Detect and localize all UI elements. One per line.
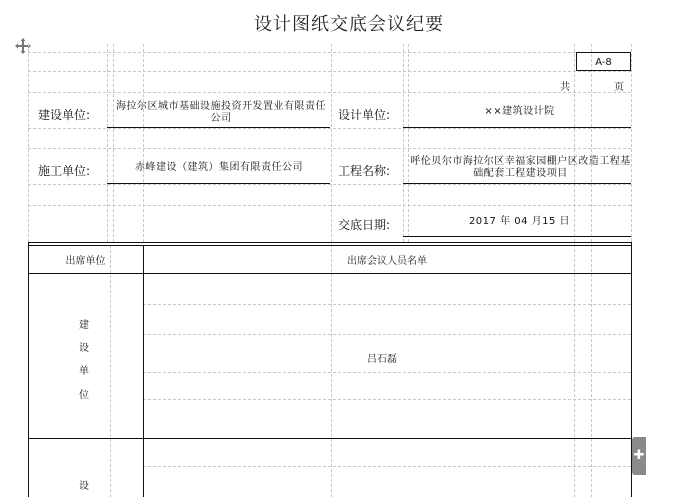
attendance-unit-char: 建 — [79, 320, 89, 331]
project-name-label: 工程名称: — [338, 164, 391, 178]
attendance-unit-header: 出席单位 — [65, 256, 106, 267]
attendee-names[interactable]: 吕石磊 — [367, 354, 397, 365]
construction-unit-label: 施工单位: — [38, 164, 91, 178]
attendance-unit-char: 位 — [79, 390, 89, 401]
project-name-underline — [403, 183, 631, 184]
design-unit-value[interactable]: ××建筑设计院 — [484, 106, 555, 117]
date-underline — [403, 236, 631, 237]
design-unit-label: 设计单位: — [338, 108, 391, 122]
attendance-names-header: 出席会议人员名单 — [347, 256, 427, 267]
build-unit-value[interactable]: 海拉尔区城市基础设施投资开发置业有限责任公司 — [116, 101, 326, 124]
plus-icon: ✚ — [633, 448, 645, 463]
build-unit-label: 建设单位: — [38, 108, 91, 122]
date-value[interactable]: 2017 年 04 月15 日 — [468, 216, 571, 227]
add-row-button[interactable] — [632, 437, 646, 475]
document-title: 设计图纸交底会议纪要 — [254, 14, 444, 35]
attendance-unit-char: 设 — [79, 481, 89, 492]
construction-unit-underline — [107, 183, 330, 184]
attendance-unit-char: 设 — [79, 343, 89, 354]
project-name-value[interactable]: 呼伦贝尔市海拉尔区幸福家园棚户区改造工程基础配套工程建设项目 — [410, 156, 631, 179]
date-label: 交底日期: — [338, 218, 391, 232]
build-unit-underline — [107, 127, 330, 128]
construction-unit-value[interactable]: 赤峰建设（建筑）集团有限责任公司 — [135, 162, 303, 173]
design-unit-underline — [403, 127, 631, 128]
document-code-box: A-8 — [576, 52, 631, 71]
page-count-page-label: 页 — [614, 82, 624, 93]
page-count-total-label: 共 — [560, 82, 570, 93]
attendance-unit-char: 单 — [79, 366, 89, 377]
